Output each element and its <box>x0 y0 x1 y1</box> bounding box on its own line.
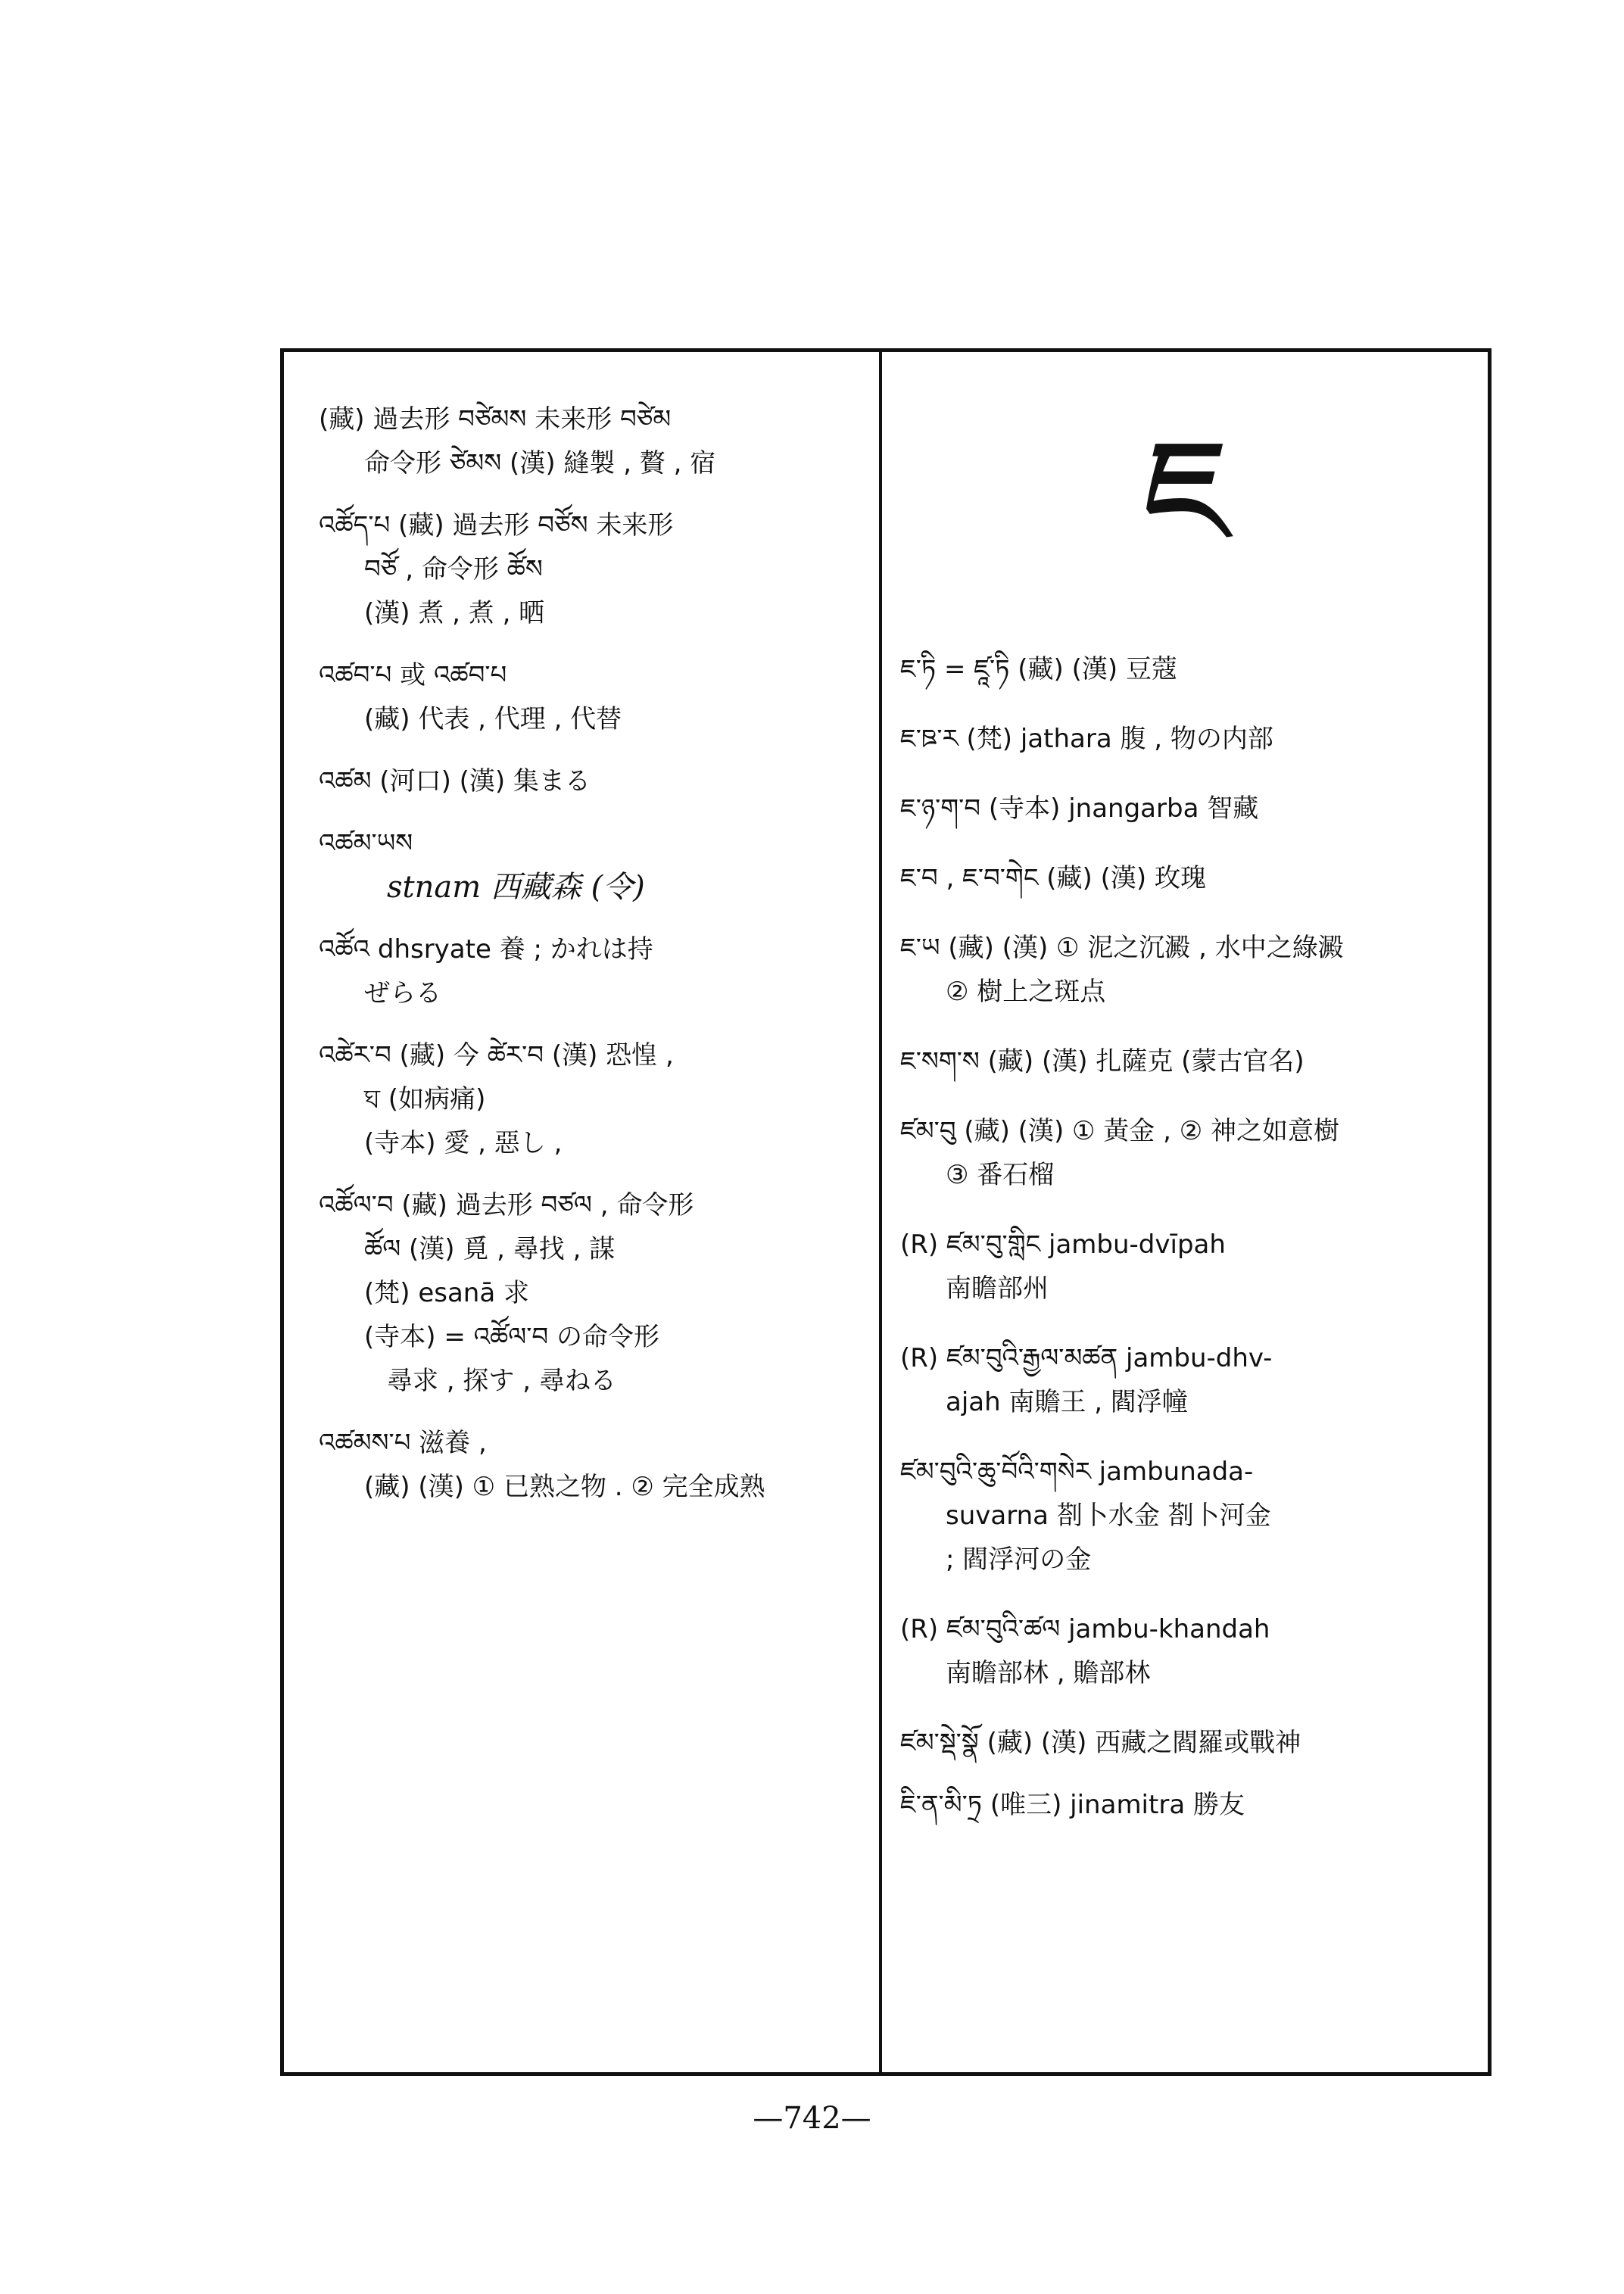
entry-line: ཇ་སག་ས (藏) (漢) 扎薩克 (蒙古官名) <box>900 1046 1304 1077</box>
entry-line: (藏) (漢) ① 已熟之物 . ② 完全成熟 <box>364 1472 765 1502</box>
entry-line: འཚམ་ཡས <box>319 828 413 859</box>
entry-line: ཛམ་བུ (藏) (漢) ① 黃金 , ② 神之如意樹 <box>900 1116 1340 1146</box>
left-entry-7 <box>319 1033 864 1165</box>
entry-line: འཚབ་པ 或 འཚབ་པ <box>319 660 507 690</box>
entry-line: འཚོའ dhsryate 養 ; かれは持 <box>319 934 653 965</box>
entry-line: བཙོ , 命令形 ཚོས <box>364 554 543 584</box>
entry-line: 南瞻部州 <box>946 1273 1049 1304</box>
entry-line: 南瞻部林 , 贍部林 <box>946 1658 1151 1688</box>
entry-line: (R) ཛམ་བུའི་རྒྱལ་མཚན jambu-dhv- <box>900 1343 1273 1373</box>
page-number: —742— <box>753 2101 871 2136</box>
left-entry-2 <box>319 503 864 635</box>
left-entry-6 <box>319 927 864 1015</box>
entry-line: ཇ་བ , ཇ་བ་གེང (藏) (漢) 玫瑰 <box>900 863 1206 893</box>
entry-line: ③ 番石榴 <box>946 1160 1055 1190</box>
left-entry-1 <box>319 397 864 485</box>
entry-line: ཚོལ (漢) 覓 , 尋找 , 謀 <box>364 1234 616 1264</box>
entry-line: ajah 南贍王 , 閻浮幢 <box>946 1387 1188 1417</box>
right-entry-7 <box>900 1109 1474 1197</box>
right-entry-3 <box>900 787 1474 831</box>
entry-line: ཇི་ན་མི་ཏྲ (唯三) jinamitra 勝友 <box>900 1790 1245 1820</box>
entry-line: (藏) 過去形 བཙེམས 未来形 བཙེམ <box>319 404 672 435</box>
right-entry-11 <box>900 1607 1474 1695</box>
right-entry-4 <box>900 856 1474 900</box>
entry-line: འཚོད་པ (藏) 過去形 བཙོས 未来形 <box>319 510 674 541</box>
left-entry-8 <box>319 1183 864 1403</box>
entry-line: 尋求 , 探す , 尋ねる <box>387 1366 616 1396</box>
left-column <box>284 352 882 2072</box>
entry-line: ཛམ་བུའི་ཆུ་བོའི་གསེར jambunada- <box>900 1457 1254 1487</box>
left-entry-5 <box>319 821 864 909</box>
entry-line: (寺本) 愛 , 惡し , <box>364 1128 563 1158</box>
entry-line: ② 樹上之斑点 <box>946 977 1106 1007</box>
entry-line: ཇ་ཡ (藏) (漢) ① 泥之沉澱 , 水中之綠澱 <box>900 933 1344 963</box>
entry-line: འཚོལ་བ (藏) 過去形 བཙལ , 命令形 <box>319 1190 694 1220</box>
entry-line: 命令形 ཙེམས (漢) 縫製 , 贅 , 宿 <box>364 448 716 478</box>
entry-line: ཇ་ཏི = ཛཱ་ཏི (藏) (漢) 豆蔻 <box>900 654 1177 684</box>
entry-line: ཇ་ཉ་ག་བ (寺本) jnangarba 智藏 <box>900 793 1259 824</box>
entry-line: འཚེར་བ (藏) 今 ཚེར་བ (漢) 恐惶 , <box>319 1040 674 1071</box>
right-entry-13 <box>900 1783 1474 1827</box>
entry-line: (藏) 代表 , 代理 , 代替 <box>364 704 622 734</box>
right-entry-10 <box>900 1450 1474 1582</box>
entry-line: ཛམ་སྡེ་སྣོ (藏) (漢) 西藏之閻羅或戰神 <box>900 1728 1301 1758</box>
right-entry-6 <box>900 1039 1474 1083</box>
entry-line: suvarna 剳卜水金 剳卜河金 <box>946 1501 1271 1531</box>
entry-line: (R) ཛམ་བུའི་ཚལ jambu-khandah <box>900 1614 1270 1644</box>
entry-line: ; 閻浮河の金 <box>946 1544 1092 1575</box>
right-entry-1 <box>900 647 1474 691</box>
entry-line: འཚམ (河口) (漢) 集まる <box>319 766 591 796</box>
entry-line: ঘ (如病痛) <box>364 1084 486 1114</box>
left-entry-3 <box>319 653 864 741</box>
left-entry-9 <box>319 1421 864 1509</box>
entry-line: stnam 西藏森 (令) <box>387 870 645 905</box>
right-entry-5 <box>900 926 1474 1014</box>
entry-line: (R) ཛམ་བུ་གླིང jambu-dvīpah <box>900 1230 1226 1260</box>
entry-line: འཚམས་པ 滋養 , <box>319 1428 487 1458</box>
right-entry-8 <box>900 1223 1474 1311</box>
right-column <box>882 352 1488 2072</box>
right-entry-12 <box>900 1721 1474 1765</box>
entry-line: ཇ་ཋ་ར (梵) jathara 腹 , 物の内部 <box>900 724 1273 754</box>
entry-line: (梵) esanā 求 <box>364 1278 529 1308</box>
section-head-letter: ཇ <box>1143 408 1231 575</box>
entry-line: (寺本) = འཚོལ་བ の命令形 <box>364 1322 660 1352</box>
entry-line: (漢) 煮 , 煮 , 晒 <box>364 598 545 628</box>
right-entry-2 <box>900 717 1474 761</box>
left-entry-4 <box>319 759 864 803</box>
entry-line: ぜらる <box>364 978 441 1008</box>
right-entry-9 <box>900 1336 1474 1424</box>
dictionary-page-frame <box>280 348 1492 2076</box>
